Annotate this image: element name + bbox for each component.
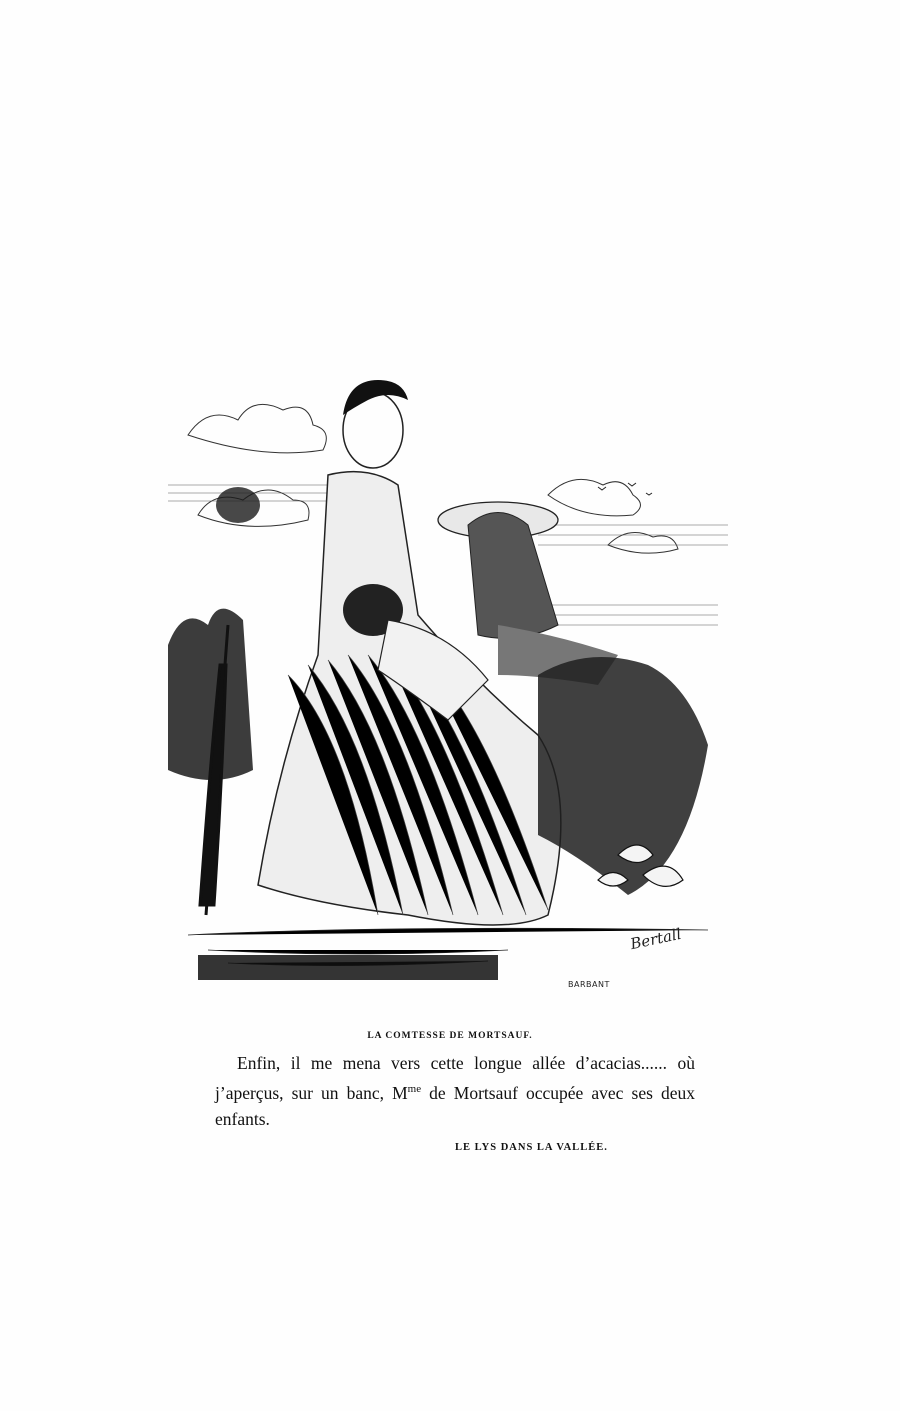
quote-paragraph [215,1050,695,1132]
engraving-drawing [168,375,728,1000]
engraver-credit: BARBANT [568,980,610,989]
source-title: LE LYS DANS LA VALLÉE. [455,1142,608,1153]
quote-part-1: Enfin, il me mena vers cette longue allée d’acacias...... où j’aperçus, sur un banc, M [215,1053,695,1103]
quote-superscript: me [407,1083,422,1095]
quote-part-2: de Mortsauf occupée avec ses deux enfants. [215,1082,695,1129]
artist-signature: Bertall [628,924,683,954]
quote-text [215,1050,695,1132]
illustration-caption: LA COMTESSE DE MORTSAUF. [367,1031,533,1041]
engraving-illustration [168,375,728,1000]
